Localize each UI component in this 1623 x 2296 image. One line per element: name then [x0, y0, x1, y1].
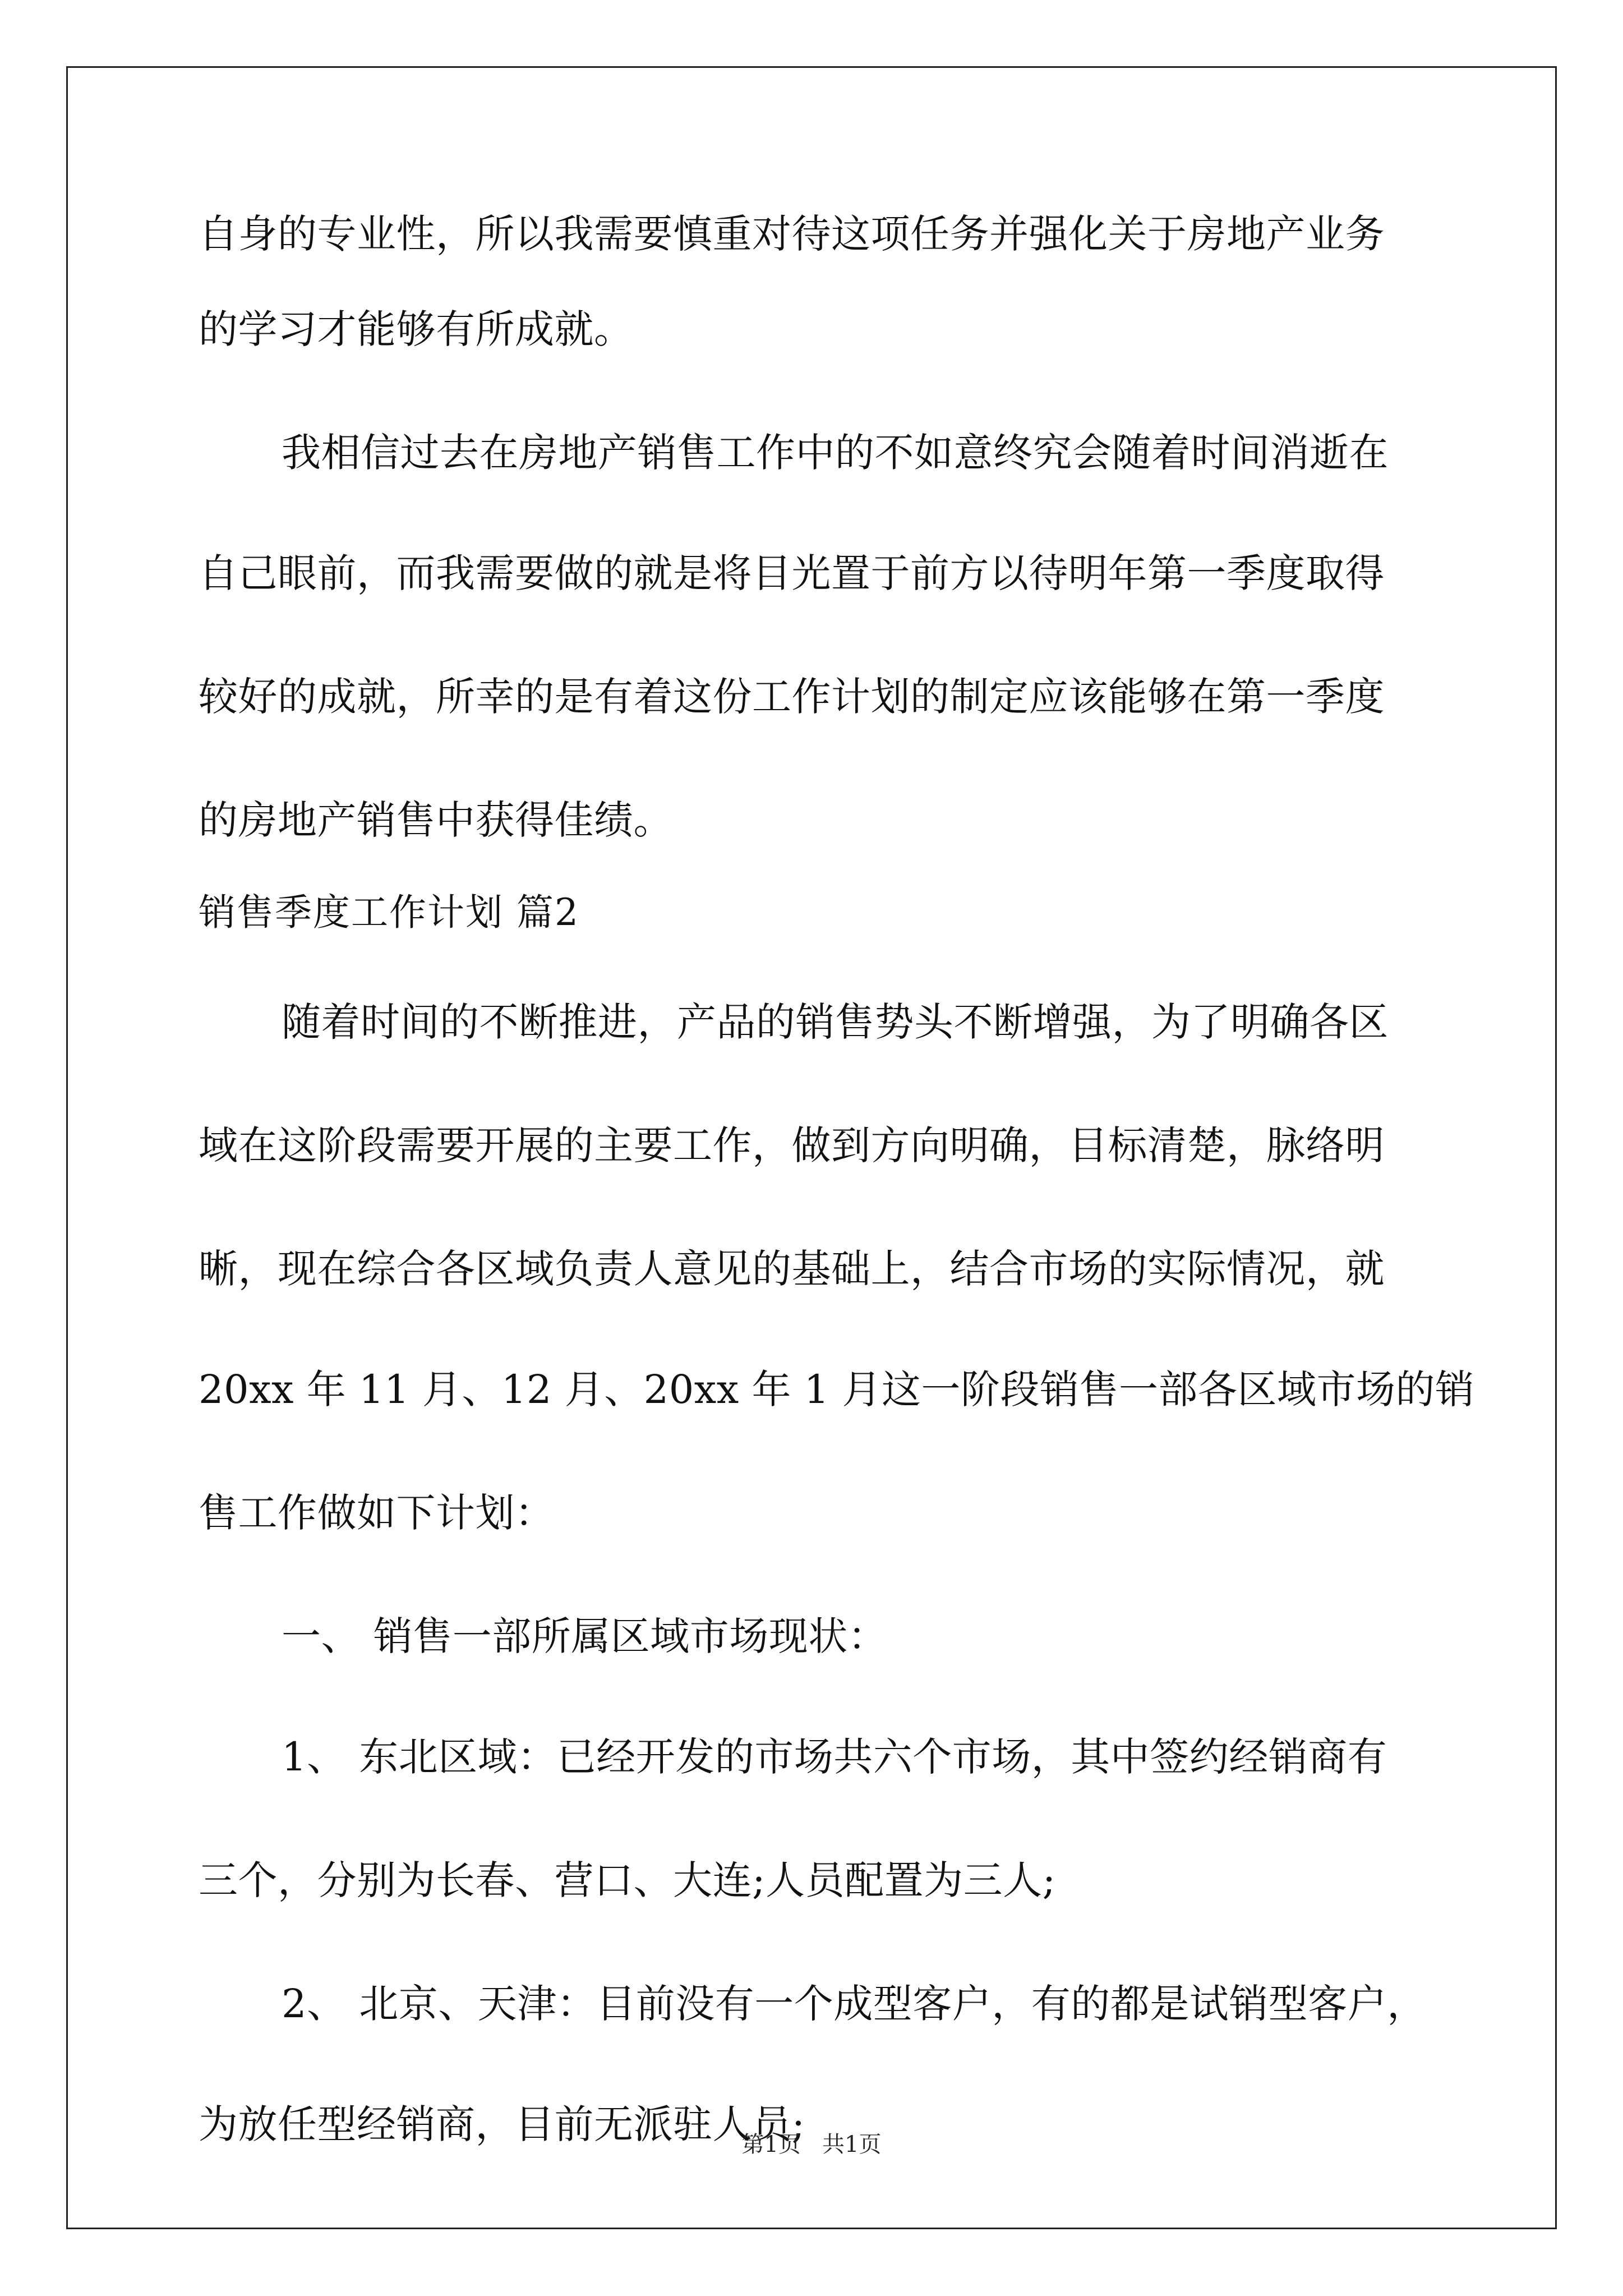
text-line-8: 随着时间的不断推进，产品的销售势头不断增强，为了明确各区 [282, 999, 1389, 1045]
text-line-3: 我相信过去在房地产销售工作中的不如意终究会随着时间消逝在 [282, 430, 1389, 476]
text-line-2: 的学习才能够有所成就。 [199, 306, 634, 352]
text-line-14: 1、 东北区域：已经开发的市场共六个市场，其中签约经销商有 [282, 1734, 1387, 1780]
page-footer: 第1页 共1页 [741, 2132, 882, 2157]
text-line-9: 域在这阶段需要开展的主要工作，做到方向明确，目标清楚，脉络明 [199, 1122, 1385, 1168]
text-line-4: 自己眼前，而我需要做的就是将目光置于前方以待明年第一季度取得 [199, 550, 1385, 596]
text-line-11: 20xx 年 11 月、12 月、20xx 年 1 月这一阶段销售一部各区域市场的销 [199, 1366, 1475, 1412]
section-heading: 销售季度工作计划 篇2 [199, 891, 579, 934]
text-line-12: 售工作做如下计划： [199, 1490, 555, 1536]
text-line-16: 2、 北京、天津：目前没有一个成型客户，有的都是试销型客户， [282, 1981, 1427, 2027]
text-line-13: 一、 销售一部所属区域市场现状： [282, 1613, 888, 1659]
text-line-10: 晰，现在综合各区域负责人意见的基础上，结合市场的实际情况，就 [199, 1246, 1385, 1292]
text-line-1: 自身的专业性，所以我需要慎重对待这项任务并强化关于房地产业务 [199, 211, 1385, 257]
text-line-15: 三个，分别为长春、营口、大连;人员配置为三人; [199, 1857, 1056, 1903]
text-line-5: 较好的成就，所幸的是有着这份工作计划的制定应该能够在第一季度 [199, 674, 1385, 720]
text-line-6: 的房地产销售中获得佳绩。 [199, 797, 673, 843]
text-line-17: 为放任型经销商，目前无派驻人员; [199, 2101, 805, 2147]
